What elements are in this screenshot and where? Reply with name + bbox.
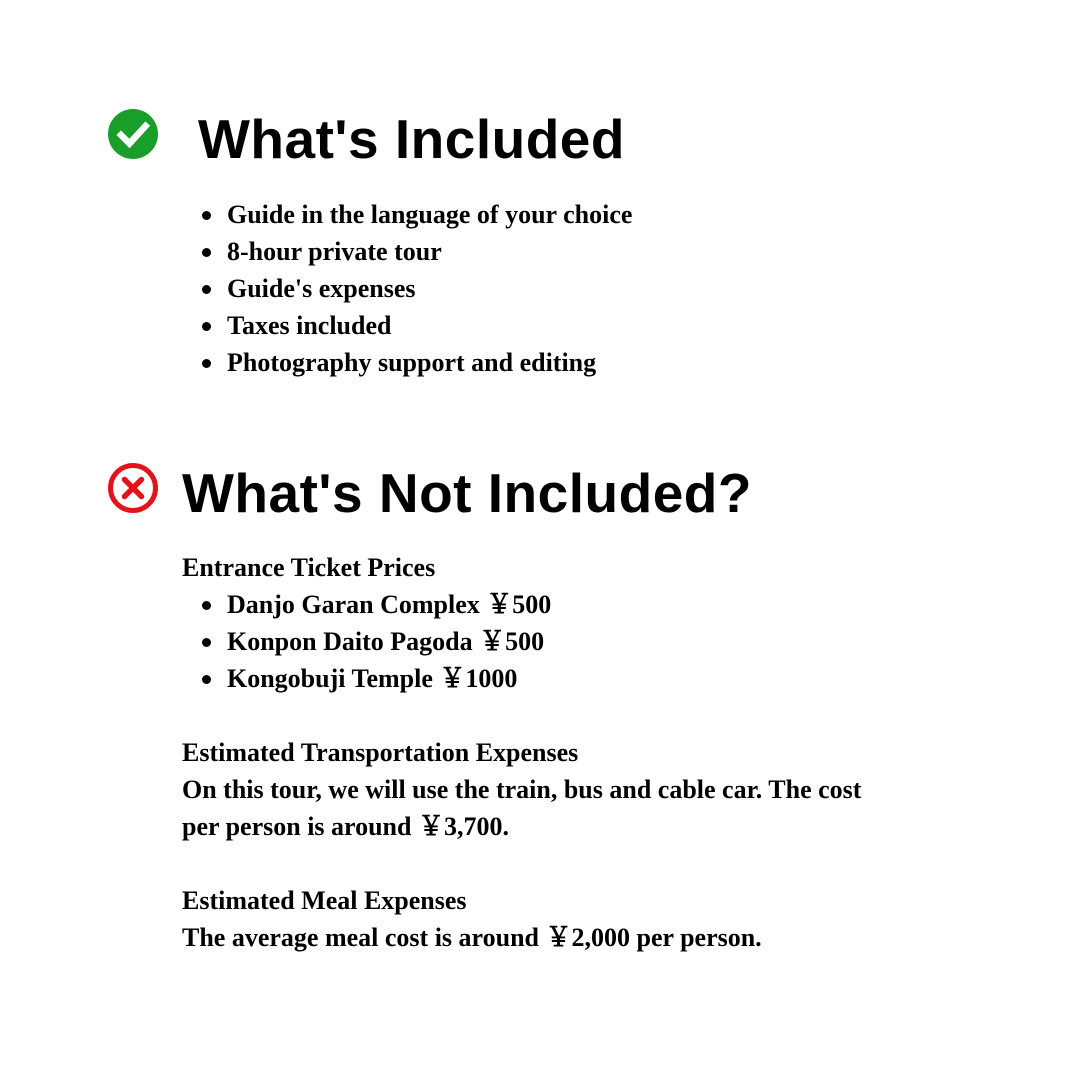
list-item: Guide in the language of your choice (182, 196, 632, 233)
not-included-title: What's Not Included? (182, 462, 752, 524)
ticket-prices-label: Entrance Ticket Prices (182, 553, 436, 582)
included-list (182, 196, 632, 381)
list-item: 8-hour private tour (182, 233, 632, 270)
list-item: Konpon Daito Pagoda ￥500 (182, 623, 551, 660)
meal-section (182, 882, 762, 956)
list-item: Photography support and editing (182, 344, 632, 381)
meal-label: Estimated Meal Expenses (182, 886, 467, 915)
check-circle-icon (107, 108, 159, 160)
transport-text-line-1: On this tour, we will use the train, bus and cable car. The cost (182, 775, 862, 804)
transport-section (182, 734, 861, 845)
list-item: Guide's expenses (182, 270, 632, 307)
transport-text-line-2: per person is around ￥3,700. (182, 812, 509, 841)
list-item: Kongobuji Temple ￥1000 (182, 660, 551, 697)
list-item: Danjo Garan Complex ￥500 (182, 586, 551, 623)
transport-label: Estimated Transportation Expenses (182, 738, 579, 767)
meal-text: The average meal cost is around ￥2,000 per person. (182, 923, 762, 952)
list-item: Taxes included (182, 307, 632, 344)
x-circle-icon (107, 462, 159, 514)
ticket-prices-list (182, 586, 551, 697)
included-title: What's Included (198, 108, 625, 170)
